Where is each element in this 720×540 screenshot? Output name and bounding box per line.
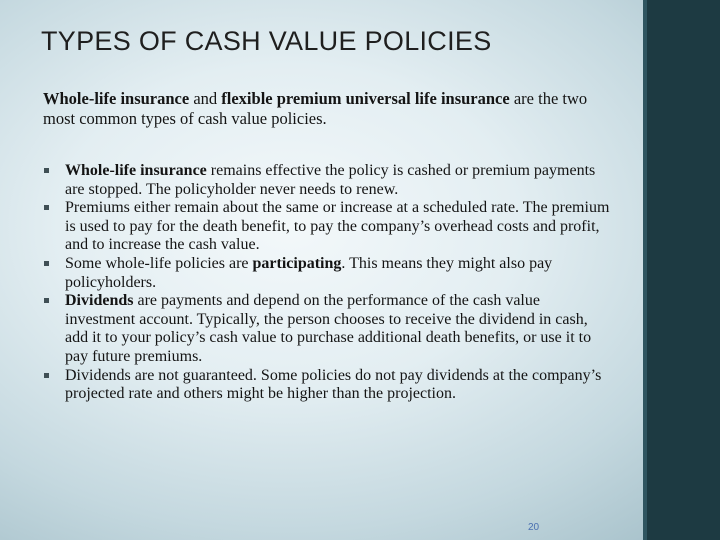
bullet-text-pre: Some whole-life policies are [65,254,253,272]
slide-title: TYPES OF CASH VALUE POLICIES [41,26,492,56]
bullet-text: remains effective the policy is cashed or premium payments are stopped. The policyholder never needs to renew. [65,162,596,198]
intro-term-universal-life: flexible premium universal life insurance [221,89,510,108]
bullet-list [42,162,612,404]
square-bullet-icon [44,298,49,303]
list-item [42,162,612,199]
square-bullet-icon [44,168,49,173]
list-item [42,255,612,292]
page-number: 20 [528,522,540,533]
decorative-side-strip [643,0,720,540]
bullet-lead: Whole-life insurance [65,162,207,179]
bullet-text: Dividends are not guaranteed. Some policies do not pay dividends at the company’s projected rate and others might be higher than the projection. [65,366,602,403]
intro-rest: are the two most common types of cash value policies. [43,89,588,128]
intro-term-whole-life: Whole-life insurance [43,89,190,108]
strip-edge [643,0,647,540]
bullet-text-post: . This means they might also pay policyholders. [65,254,553,291]
square-bullet-icon [44,373,49,378]
list-item [42,199,612,255]
list-item [42,292,612,366]
list-item [42,367,612,404]
bullet-term-participating: participating [252,254,342,272]
square-bullet-icon [44,261,49,266]
bullet-text: Premiums either remain about the same or increase at a scheduled rate. The premium is used to pay for the death benefit, to pay the company’s overhead costs and profit, and to increase the cash value. [65,199,610,254]
bullet-lead: Dividends [65,292,134,310]
intro-paragraph [43,89,603,129]
square-bullet-icon [44,205,49,210]
bullet-text: are payments and depend on the performance of the cash value investment account. Typically, the person chooses to receive the dividend in cash, add it to your policy’s cash value to purchase additional death benefits, or use it to pay future premiums. [65,292,592,365]
intro-connector: and [189,89,222,108]
